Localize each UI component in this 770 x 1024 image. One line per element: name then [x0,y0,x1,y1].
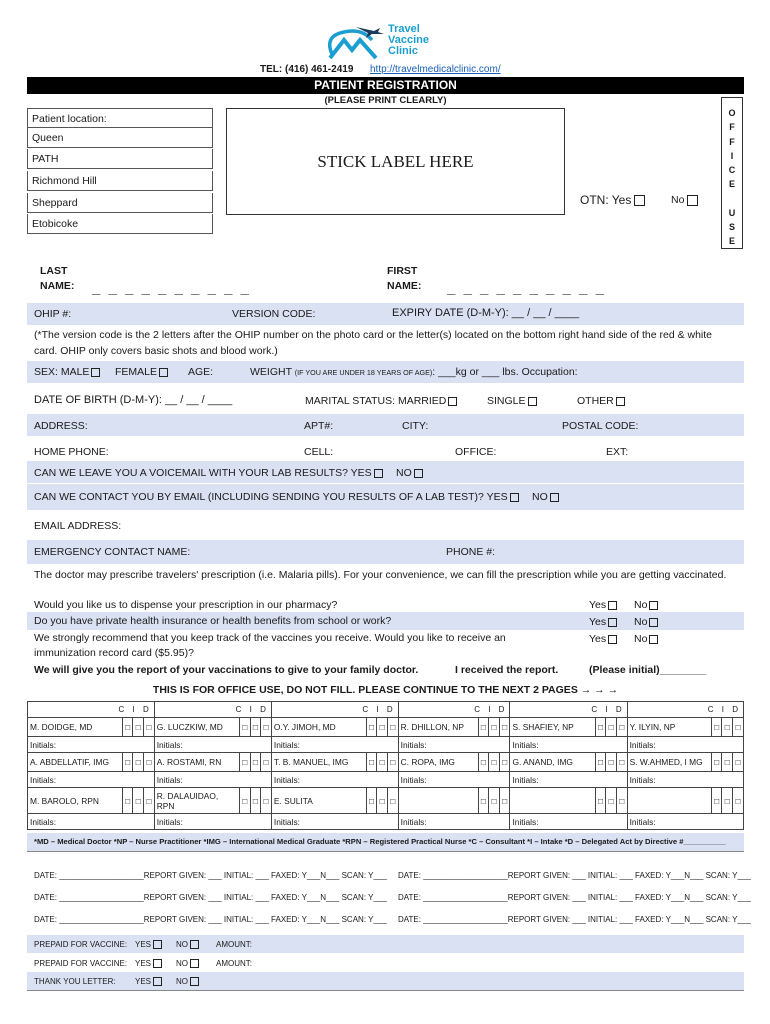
otn-yes[interactable]: OTN: Yes [580,193,645,207]
postal-code-label[interactable]: POSTAL CODE: [562,420,639,432]
pharmacy-yes-checkbox[interactable] [608,601,617,610]
record-card-no[interactable]: No [634,633,658,645]
insurance-question: Do you have private health insurance or health benefits from school or work? [34,615,392,627]
staff-name: S. W.AHMED, I MG [627,753,711,772]
record-card-yes-checkbox[interactable] [608,635,617,644]
email-contact-yes[interactable]: CAN WE CONTACT YOU BY EMAIL (INCLUDING SENDING YOU RESULTS OF A LAB TEST)? YES [34,491,519,503]
pharmacy-yes[interactable]: Yes [589,599,617,611]
report-received: I received the report. [455,664,559,676]
last-name-label: LAST NAME: [40,265,75,292]
d-checkbox[interactable]: □ [733,753,744,772]
d-checkbox[interactable]: □ [499,753,510,772]
initials-field[interactable]: Initials: [271,737,398,753]
staff-name [510,788,595,814]
d-checkbox[interactable]: □ [144,753,155,772]
i-checkbox[interactable]: □ [133,753,144,772]
prepaid-no-checkbox[interactable] [190,959,199,968]
amount-label-1[interactable]: AMOUNT: [216,940,252,949]
i-checkbox[interactable]: □ [377,788,388,814]
location-path[interactable]: PATH [27,149,213,169]
prepaid-yes-1[interactable]: YES [135,940,162,949]
staff-row [28,718,744,737]
emergency-contact-label[interactable]: EMERGENCY CONTACT NAME: [34,546,191,558]
married-checkbox[interactable] [448,397,457,406]
prescription-intro: The doctor may prescribe travelers' prescription (i.e. Malaria pills). For your convenience, we can fill the prescription while you are getting vaccinated. [34,569,727,581]
thank-you-yes[interactable]: YES [135,977,162,986]
initials-field[interactable]: Initials: [627,737,743,753]
location-richmond-hill[interactable]: Richmond Hill [27,171,213,191]
i-checkbox[interactable]: □ [377,718,388,737]
prepaid-yes-checkbox[interactable] [153,940,162,949]
c-checkbox[interactable]: □ [478,753,489,772]
initials-field[interactable]: Initials: [398,772,510,788]
report-line-1a[interactable]: DATE: ___________________REPORT GIVEN: ___ INITIAL: ___ FAXED: Y___N___ SCAN: Y___ [34,871,387,880]
report-line-3a[interactable]: DATE: ___________________REPORT GIVEN: ___ INITIAL: ___ FAXED: Y___N___ SCAN: Y___ [34,915,387,924]
location-sheppard[interactable]: Sheppard [27,193,213,213]
d-checkbox[interactable]: □ [387,753,398,772]
logo-text-3: Clinic [388,45,418,57]
initials-field[interactable]: Initials: [510,772,627,788]
c-checkbox[interactable]: □ [711,788,722,814]
logo-mountain-icon [322,24,386,64]
pharmacy-question: Would you like us to dispense your prescription in our pharmacy? [34,599,338,611]
c-checkbox[interactable]: □ [366,753,377,772]
staff-name: R. DALAUIDAO, RPN [154,788,239,814]
initials-field[interactable]: Initials: [154,814,271,830]
record-card-question-2: immunization record card ($5.95)? [34,647,194,659]
stick-label-text: STICK LABEL HERE [317,152,474,171]
report-line-1b[interactable]: DATE: ___________________REPORT GIVEN: ___ INITIAL: ___ FAXED: Y___N___ SCAN: Y___ [398,871,751,880]
report-line-3b[interactable]: DATE: ___________________REPORT GIVEN: ___ INITIAL: ___ FAXED: Y___N___ SCAN: Y___ [398,915,751,924]
phone-number: TEL: (416) 461-2419 [260,64,354,75]
cid-header: C I D [510,702,627,718]
logo-text-1: Travel [388,23,420,35]
logo-text-2: Vaccine [388,34,429,46]
report-statement: We will give you the report of your vaccinations to give to your family doctor. [34,664,419,676]
version-code-label[interactable]: VERSION CODE: [232,308,316,320]
expiry-date-label[interactable]: EXPIRY DATE (D-M-Y): __ / __ / ____ [392,307,580,319]
i-checkbox[interactable]: □ [606,753,617,772]
i-checkbox[interactable]: □ [250,753,261,772]
initials-field[interactable]: Initials: [398,737,510,753]
record-card-no-checkbox[interactable] [649,635,658,644]
i-checkbox[interactable]: □ [133,788,144,814]
female-checkbox[interactable] [159,368,168,377]
city-label[interactable]: CITY: [402,420,429,432]
cid-header: C I D [398,702,510,718]
voicemail-no[interactable]: NO [396,467,423,479]
prepaid-label-1: PREPAID FOR VACCINE: [34,940,128,949]
staff-name: O.Y. JIMOH, MD [271,718,366,737]
c-checkbox[interactable]: □ [595,718,606,737]
office-use-notice: THIS IS FOR OFFICE USE, DO NOT FILL. PLEASE CONTINUE TO THE NEXT 2 PAGES → → → [152,684,619,696]
thank-you-label: THANK YOU LETTER: [34,977,116,986]
clinic-logo [322,24,452,64]
d-checkbox[interactable]: □ [616,718,627,737]
staff-table [27,701,744,830]
staff-row [28,788,744,814]
cid-header: C I D [154,702,271,718]
marital-married[interactable]: MARITAL STATUS: MARRIED [305,395,457,407]
d-checkbox[interactable]: □ [261,718,272,737]
website-link[interactable]: http://travelmedicalclinic.com/ [370,64,501,75]
ohip-row [27,303,744,325]
report-line-2b[interactable]: DATE: ___________________REPORT GIVEN: ___ INITIAL: ___ FAXED: Y___N___ SCAN: Y___ [398,893,751,902]
initials-field[interactable]: Initials: [154,772,271,788]
i-checkbox[interactable]: □ [606,788,617,814]
staff-row [28,753,744,772]
cid-header: C I D [271,702,398,718]
thank-you-yes-checkbox[interactable] [153,977,162,986]
c-checkbox[interactable]: □ [478,788,489,814]
initials-field[interactable]: Initials: [154,737,271,753]
initials-field[interactable]: Initials: [510,737,627,753]
d-checkbox[interactable]: □ [616,753,627,772]
staff-name [398,788,478,814]
page-subtitle: (PLEASE PRINT CLEARLY) [324,95,447,106]
c-checkbox[interactable]: □ [122,753,133,772]
d-checkbox[interactable]: □ [733,718,744,737]
initials-field[interactable]: Initials: [28,737,155,753]
patient-location-label: Patient location: [27,108,213,128]
staff-name: Y. ILYIN, NP [627,718,711,737]
location-etobicoke[interactable]: Etobicoke [27,214,213,234]
insurance-yes-checkbox[interactable] [608,618,617,627]
i-checkbox[interactable]: □ [377,753,388,772]
d-checkbox[interactable]: □ [144,788,155,814]
location-queen[interactable]: Queen [27,128,213,148]
office-use-box: O F F I C E U S E [721,97,743,249]
staff-name: M. DOIDGE, MD [28,718,123,737]
email-contact-yes-checkbox[interactable] [510,493,519,502]
i-checkbox[interactable]: □ [489,718,500,737]
i-checkbox[interactable]: □ [606,718,617,737]
insurance-no-checkbox[interactable] [649,618,658,627]
d-checkbox[interactable]: □ [387,788,398,814]
i-checkbox[interactable]: □ [133,718,144,737]
last-name-field[interactable]: _ _ _ _ _ _ _ _ _ _ [92,280,251,297]
initials-field[interactable]: Initials: [398,814,510,830]
record-card-yes[interactable]: Yes [589,633,617,645]
initials-row [28,814,744,830]
dob-label[interactable]: DATE OF BIRTH (D-M-Y): __ / __ / ____ [34,394,233,406]
initials-field[interactable]: Initials: [627,814,743,830]
i-checkbox[interactable]: □ [722,788,733,814]
single-checkbox[interactable] [528,397,537,406]
home-phone-label[interactable]: HOME PHONE: [34,446,109,458]
cid-header: C I D [627,702,743,718]
prepaid-no-2[interactable]: NO [176,959,199,968]
i-checkbox[interactable]: □ [250,718,261,737]
c-checkbox[interactable]: □ [239,718,250,737]
other-checkbox[interactable] [616,397,625,406]
c-checkbox[interactable]: □ [239,788,250,814]
i-checkbox[interactable]: □ [489,788,500,814]
report-line-2a[interactable]: DATE: ___________________REPORT GIVEN: ___ INITIAL: ___ FAXED: Y___N___ SCAN: Y___ [34,893,387,902]
voicemail-yes-checkbox[interactable] [374,469,383,478]
voicemail-yes[interactable]: CAN WE LEAVE YOU A VOICEMAIL WITH YOUR LAB RESULTS? YES [34,467,383,479]
staff-name [627,788,711,814]
cid-header-row [28,702,744,718]
email-contact-no-checkbox[interactable] [550,493,559,502]
email-contact-no[interactable]: NO [532,491,559,503]
staff-name: A. ROSTAMI, RN [154,753,239,772]
c-checkbox[interactable]: □ [595,753,606,772]
d-checkbox[interactable]: □ [261,788,272,814]
pharmacy-no[interactable]: No [634,599,658,611]
c-checkbox[interactable]: □ [478,718,489,737]
otn-no-checkbox[interactable] [687,195,698,206]
initials-field[interactable]: Initials: [271,814,398,830]
sex-female[interactable]: FEMALE [115,366,168,378]
initials-row [28,772,744,788]
otn-no[interactable]: No [671,194,698,206]
email-address-label[interactable]: EMAIL ADDRESS: [34,520,122,532]
weight-label[interactable]: WEIGHT (IF YOU ARE UNDER 18 YEARS OF AGE): ___kg or ___ lbs. Occupation: [250,366,578,378]
pharmacy-no-checkbox[interactable] [649,601,658,610]
c-checkbox[interactable]: □ [366,718,377,737]
staff-name: G. ANAND, IMG [510,753,595,772]
initial-field[interactable]: (Please initial)________ [589,664,707,676]
first-name-field[interactable]: _ _ _ _ _ _ _ _ _ _ [447,280,606,297]
prepaid-yes-checkbox[interactable] [153,959,162,968]
first-name-label: FIRST NAME: [387,265,422,292]
c-checkbox[interactable]: □ [239,753,250,772]
record-card-question-1: We strongly recommend that you keep track of the vaccines you receive. Would you like to receive an [34,632,506,644]
staff-name: E. SULITA [271,788,366,814]
thank-you-no[interactable]: NO [176,977,199,986]
initials-row [28,737,744,753]
c-checkbox[interactable]: □ [711,753,722,772]
staff-name: R. DHILLON, NP [398,718,478,737]
thank-you-no-checkbox[interactable] [190,977,199,986]
d-checkbox[interactable]: □ [733,788,744,814]
cid-header: C I D [28,702,155,718]
staff-name: A. ABDELLATIF, IMG [28,753,123,772]
ohip-label[interactable]: OHIP #: [34,308,72,320]
i-checkbox[interactable]: □ [722,718,733,737]
page-title: PATIENT REGISTRATION [314,78,457,92]
c-checkbox[interactable]: □ [711,718,722,737]
insurance-yes[interactable]: Yes [589,616,617,628]
c-checkbox[interactable]: □ [595,788,606,814]
d-checkbox[interactable]: □ [261,753,272,772]
staff-name: G. LUCZKIW, MD [154,718,239,737]
voicemail-no-checkbox[interactable] [414,469,423,478]
office-phone-label[interactable]: OFFICE: [455,446,497,458]
c-checkbox[interactable]: □ [122,788,133,814]
insurance-no[interactable]: No [634,616,658,628]
c-checkbox[interactable]: □ [366,788,377,814]
age-label[interactable]: AGE: [188,366,214,378]
staff-name: C. ROPA, IMG [398,753,478,772]
d-checkbox[interactable]: □ [387,718,398,737]
otn-yes-checkbox[interactable] [634,195,645,206]
staff-name: T. B. MANUEL, IMG [271,753,366,772]
d-checkbox[interactable]: □ [499,718,510,737]
d-checkbox[interactable]: □ [144,718,155,737]
i-checkbox[interactable]: □ [489,753,500,772]
address-label[interactable]: ADDRESS: [34,420,88,432]
c-checkbox[interactable]: □ [122,718,133,737]
apt-label[interactable]: APT#: [304,420,334,432]
staff-name: S. SHAFIEY, NP [510,718,595,737]
ext-label[interactable]: EXT: [606,446,629,458]
initials-field[interactable]: Initials: [28,814,155,830]
marital-other[interactable]: OTHER [577,395,625,407]
prepaid-no-1[interactable]: NO [176,940,199,949]
initials-field[interactable]: Initials: [510,814,627,830]
ohip-note: (*The version code is the 2 letters after the OHIP number on the photo card or the letter(s) located on the bottom right hand side of the red & white card. OHIP only covers basic shots and blood work.) [34,329,713,357]
prepaid-no-checkbox[interactable] [190,940,199,949]
legend-text: *MD – Medical Doctor *NP – Nurse Practitioner *IMG – International Medical Graduate *RPN – Registered Practical Nurse *C – Consultant *I – Intake *D – Delegated Act by Directive #__________ [34,837,726,846]
cell-label[interactable]: CELL: [304,446,334,458]
i-checkbox[interactable]: □ [722,753,733,772]
male-checkbox[interactable] [91,368,100,377]
initials-field[interactable]: Initials: [271,772,398,788]
emergency-phone-label[interactable]: PHONE #: [446,546,496,558]
d-checkbox[interactable]: □ [499,788,510,814]
prepaid-yes-2[interactable]: YES [135,959,162,968]
prepaid-label-2: PREPAID FOR VACCINE: [34,959,128,968]
sex-male[interactable]: SEX: MALE [34,366,100,378]
initials-field[interactable]: Initials: [627,772,743,788]
amount-label-2[interactable]: AMOUNT: [216,959,252,968]
i-checkbox[interactable]: □ [250,788,261,814]
marital-single[interactable]: SINGLE [487,395,537,407]
d-checkbox[interactable]: □ [616,788,627,814]
initials-field[interactable]: Initials: [28,772,155,788]
staff-name: M. BAROLO, RPN [28,788,123,814]
